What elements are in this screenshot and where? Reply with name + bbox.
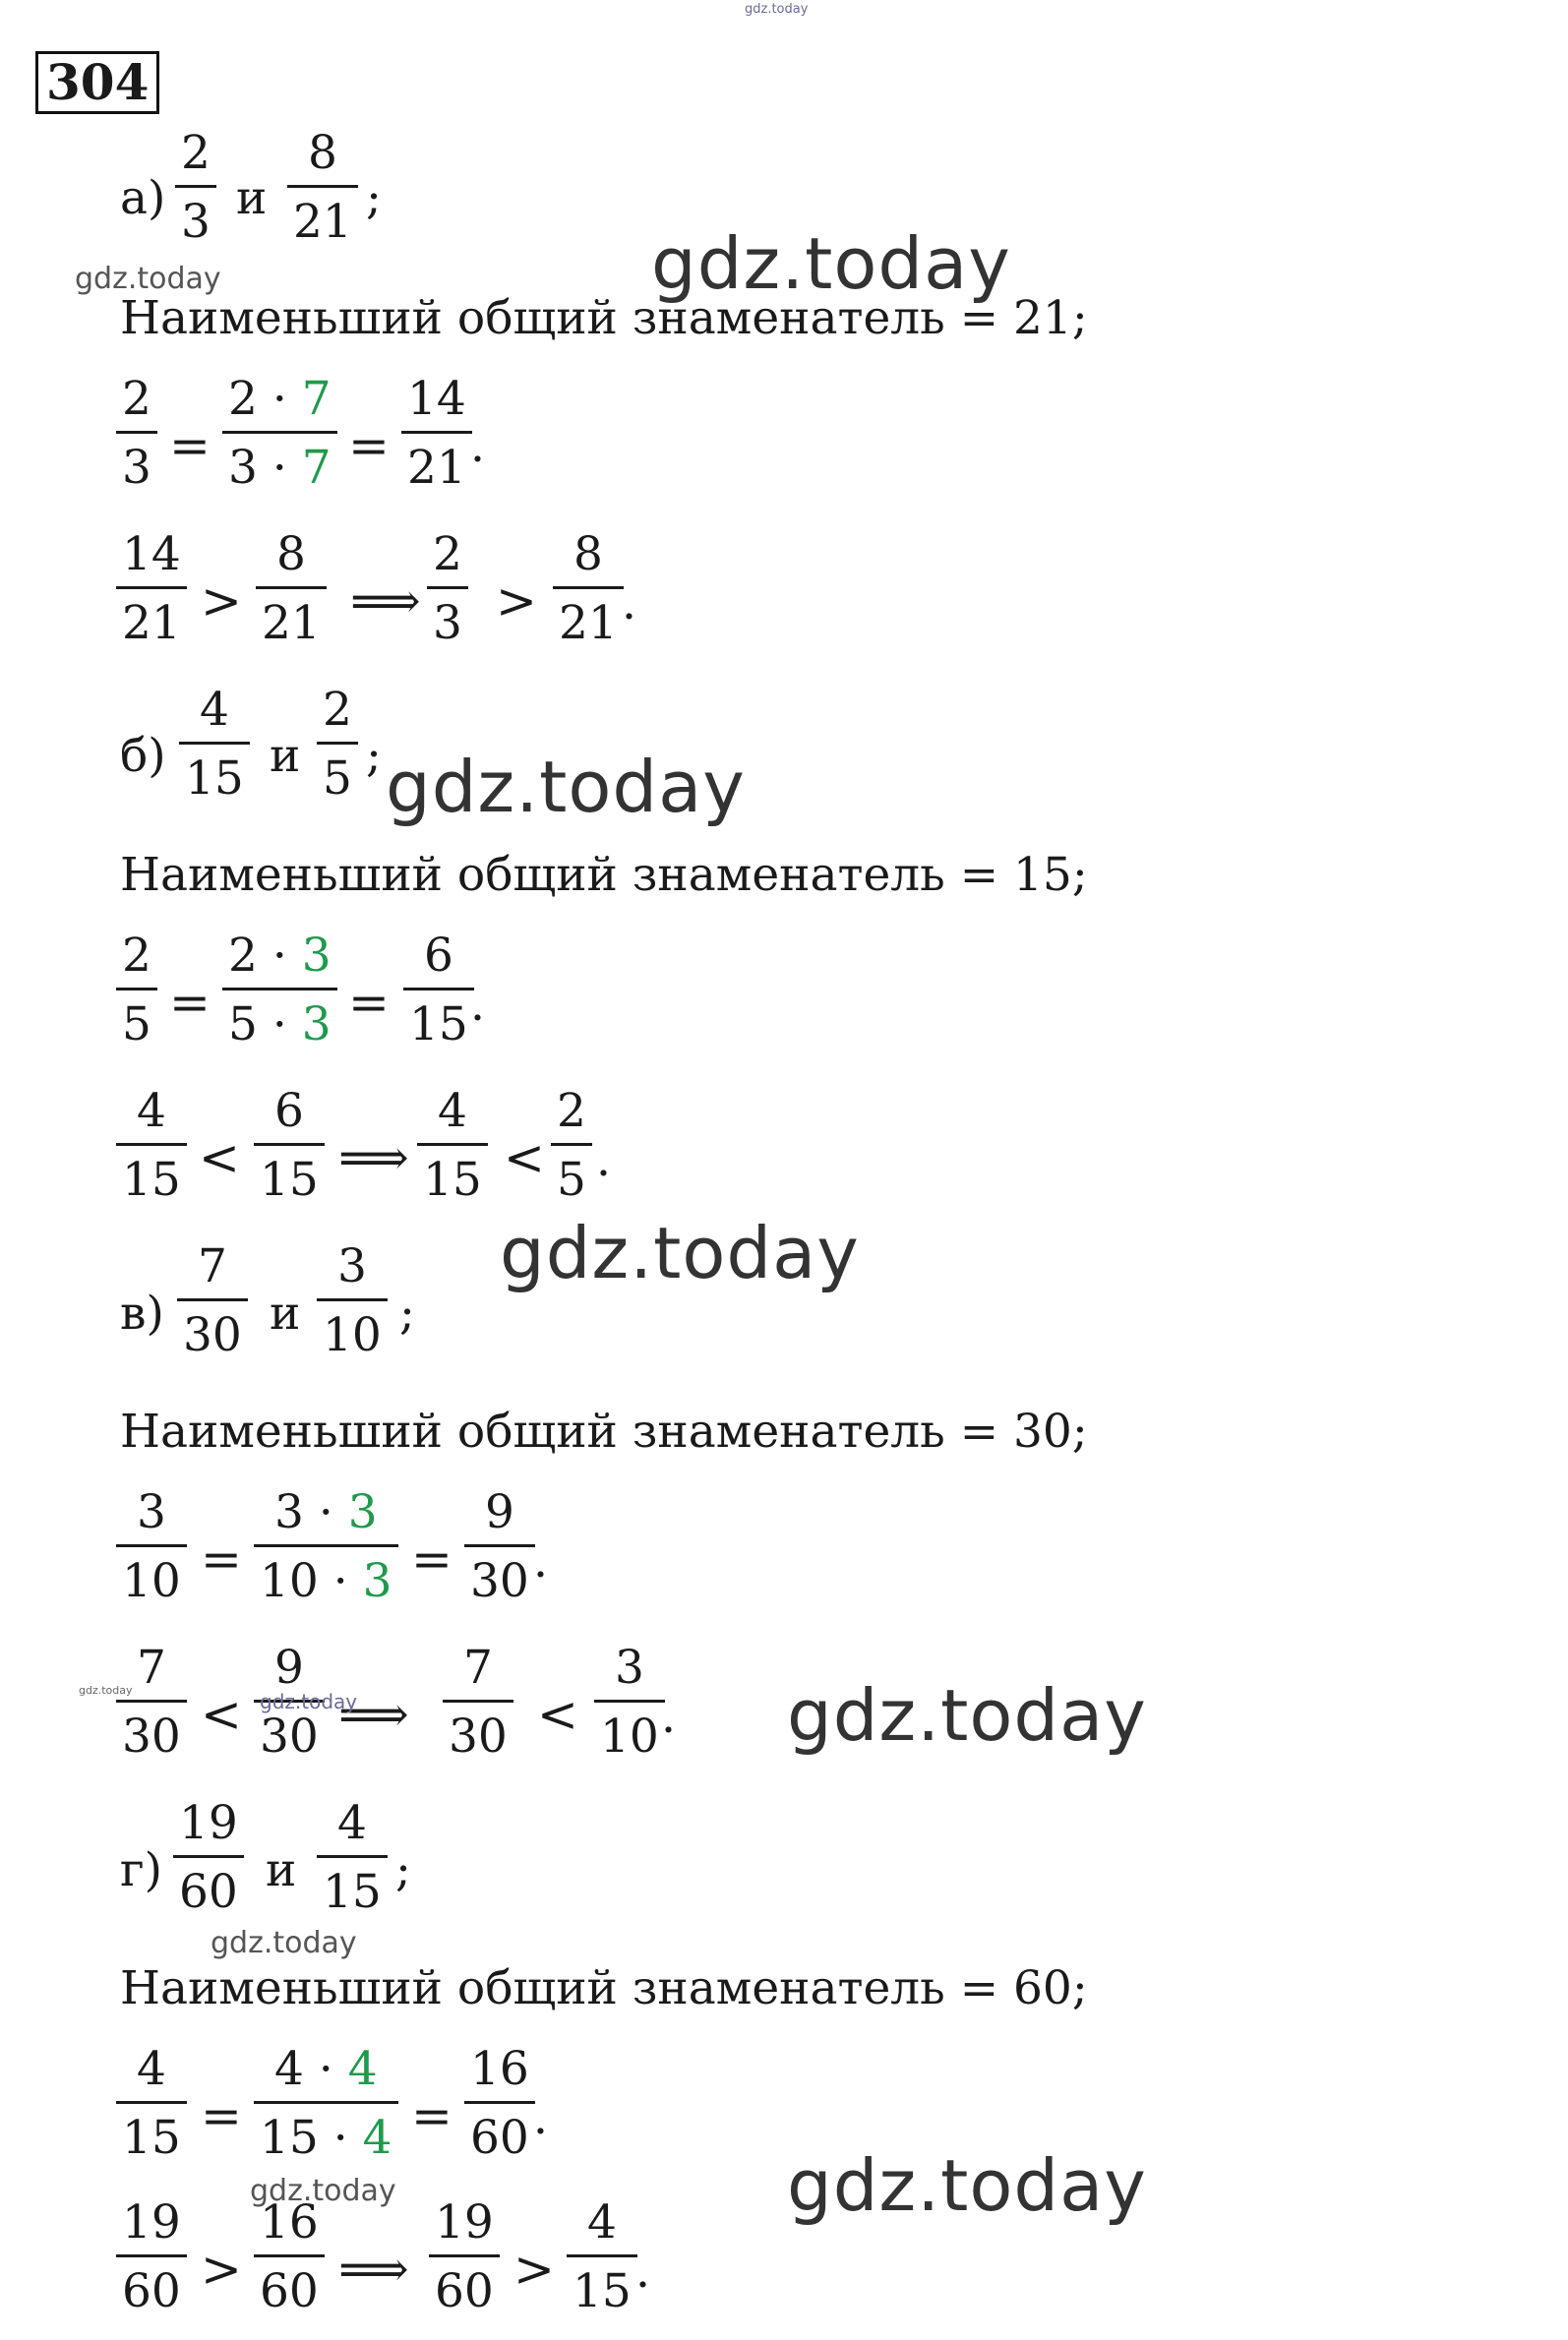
period: . — [533, 1534, 548, 1589]
implies-arrow: ⟹ — [338, 1686, 409, 1743]
fraction: 2 5 — [317, 687, 358, 802]
section-label: в) — [120, 1287, 164, 1341]
semicolon: ; — [366, 171, 382, 225]
fraction: 8 21 — [256, 531, 327, 646]
watermark: gdz.today — [211, 1926, 357, 1960]
fraction: 8 21 — [553, 531, 624, 646]
section-label: б) — [120, 729, 166, 783]
fraction-multiplied: 2 · 7 3 · 7 — [222, 376, 337, 491]
fraction: 19 60 — [116, 2199, 187, 2314]
implies-arrow: ⟹ — [338, 1129, 409, 1186]
fraction: 7 30 — [177, 1243, 248, 1358]
period: . — [533, 2091, 548, 2145]
fraction: 4 15 — [317, 1800, 388, 1915]
equals-sign: = — [348, 417, 390, 474]
fraction-multiplied: 4 · 4 15 · 4 — [254, 2046, 398, 2161]
watermark: gdz.today — [651, 222, 1011, 305]
watermark: gdz.today — [75, 262, 221, 296]
fraction: 4 15 — [417, 1088, 488, 1203]
period: . — [622, 576, 636, 630]
fraction: 6 15 — [254, 1088, 325, 1203]
comparison-sign: > — [201, 2241, 242, 2298]
problem-number: 304 — [35, 51, 159, 114]
period: . — [635, 2245, 650, 2299]
period: . — [596, 1133, 611, 1187]
fraction: 3 10 — [317, 1243, 388, 1358]
fraction: 4 15 — [567, 2199, 637, 2314]
comparison-sign: < — [201, 1686, 242, 1743]
fraction: 4 15 — [179, 687, 250, 802]
period: . — [470, 978, 485, 1032]
fraction-multiplied: 3 · 3 10 · 3 — [254, 1489, 398, 1604]
watermark: gdz.today — [787, 1674, 1147, 1757]
comparison-sign: > — [496, 572, 537, 630]
lcd-line: Наименьший общий знаменатель = 15; — [120, 848, 1088, 902]
watermark: gdz.today — [260, 1690, 358, 1713]
equals-sign: = — [411, 1530, 452, 1588]
watermark: gdz.today — [386, 746, 746, 828]
fraction: 14 21 — [401, 376, 472, 491]
fraction: 2 3 — [116, 376, 157, 491]
equals-sign: = — [201, 2087, 242, 2144]
semicolon: ; — [366, 729, 382, 783]
fraction: 2 3 — [427, 531, 468, 646]
conjunction: и — [270, 1287, 301, 1341]
watermark: gdz.today — [250, 2174, 396, 2208]
comparison-sign: > — [513, 2241, 555, 2298]
lcd-line: Наименьший общий знаменатель = 30; — [120, 1405, 1088, 1459]
fraction: 4 15 — [116, 2046, 187, 2161]
fraction: 2 5 — [551, 1088, 592, 1203]
fraction: 16 60 — [464, 2046, 535, 2161]
equals-sign: = — [201, 1530, 242, 1588]
period: . — [661, 1690, 676, 1744]
fraction: 2 3 — [175, 130, 216, 245]
fraction: 2 5 — [116, 932, 157, 1048]
conjunction: и — [236, 171, 268, 225]
fraction: 8 21 — [287, 130, 358, 245]
comparison-sign: < — [537, 1686, 578, 1743]
period: . — [470, 419, 485, 473]
implies-arrow: ⟹ — [350, 572, 421, 630]
section-label: г) — [120, 1843, 162, 1897]
fraction: 3 10 — [594, 1645, 665, 1760]
fraction-multiplied: 2 · 3 5 · 3 — [222, 932, 337, 1048]
fraction: 7 30 — [116, 1645, 187, 1760]
equals-sign: = — [169, 974, 211, 1031]
semicolon: ; — [399, 1287, 415, 1341]
semicolon: ; — [395, 1843, 411, 1897]
lcd-line: Наименьший общий знаменатель = 21; — [120, 291, 1088, 345]
fraction: 6 15 — [403, 932, 474, 1048]
fraction: 4 15 — [116, 1088, 187, 1203]
fraction: 7 30 — [443, 1645, 513, 1760]
section-label: а) — [120, 171, 166, 225]
fraction: 9 30 — [254, 1645, 325, 1760]
comparison-sign: < — [504, 1129, 545, 1186]
comparison-sign: < — [199, 1129, 240, 1186]
watermark: gdz.today — [500, 1212, 860, 1294]
conjunction: и — [270, 729, 301, 783]
fraction: 14 21 — [116, 531, 187, 646]
lcd-line: Наименьший общий знаменатель = 60; — [120, 1961, 1088, 2015]
watermark: gdz.today — [79, 1684, 133, 1697]
conjunction: и — [266, 1843, 297, 1897]
fraction: 19 60 — [173, 1800, 244, 1915]
implies-arrow: ⟹ — [338, 2241, 409, 2298]
fraction: 3 10 — [116, 1489, 187, 1604]
equals-sign: = — [348, 974, 390, 1031]
fraction: 19 60 — [429, 2199, 500, 2314]
watermark-top: gdz.today — [745, 2, 809, 17]
fraction: 16 60 — [254, 2199, 325, 2314]
comparison-sign: > — [201, 572, 242, 630]
equals-sign: = — [411, 2087, 452, 2144]
watermark: gdz.today — [787, 2144, 1147, 2227]
equals-sign: = — [169, 417, 211, 474]
fraction: 9 30 — [464, 1489, 535, 1604]
